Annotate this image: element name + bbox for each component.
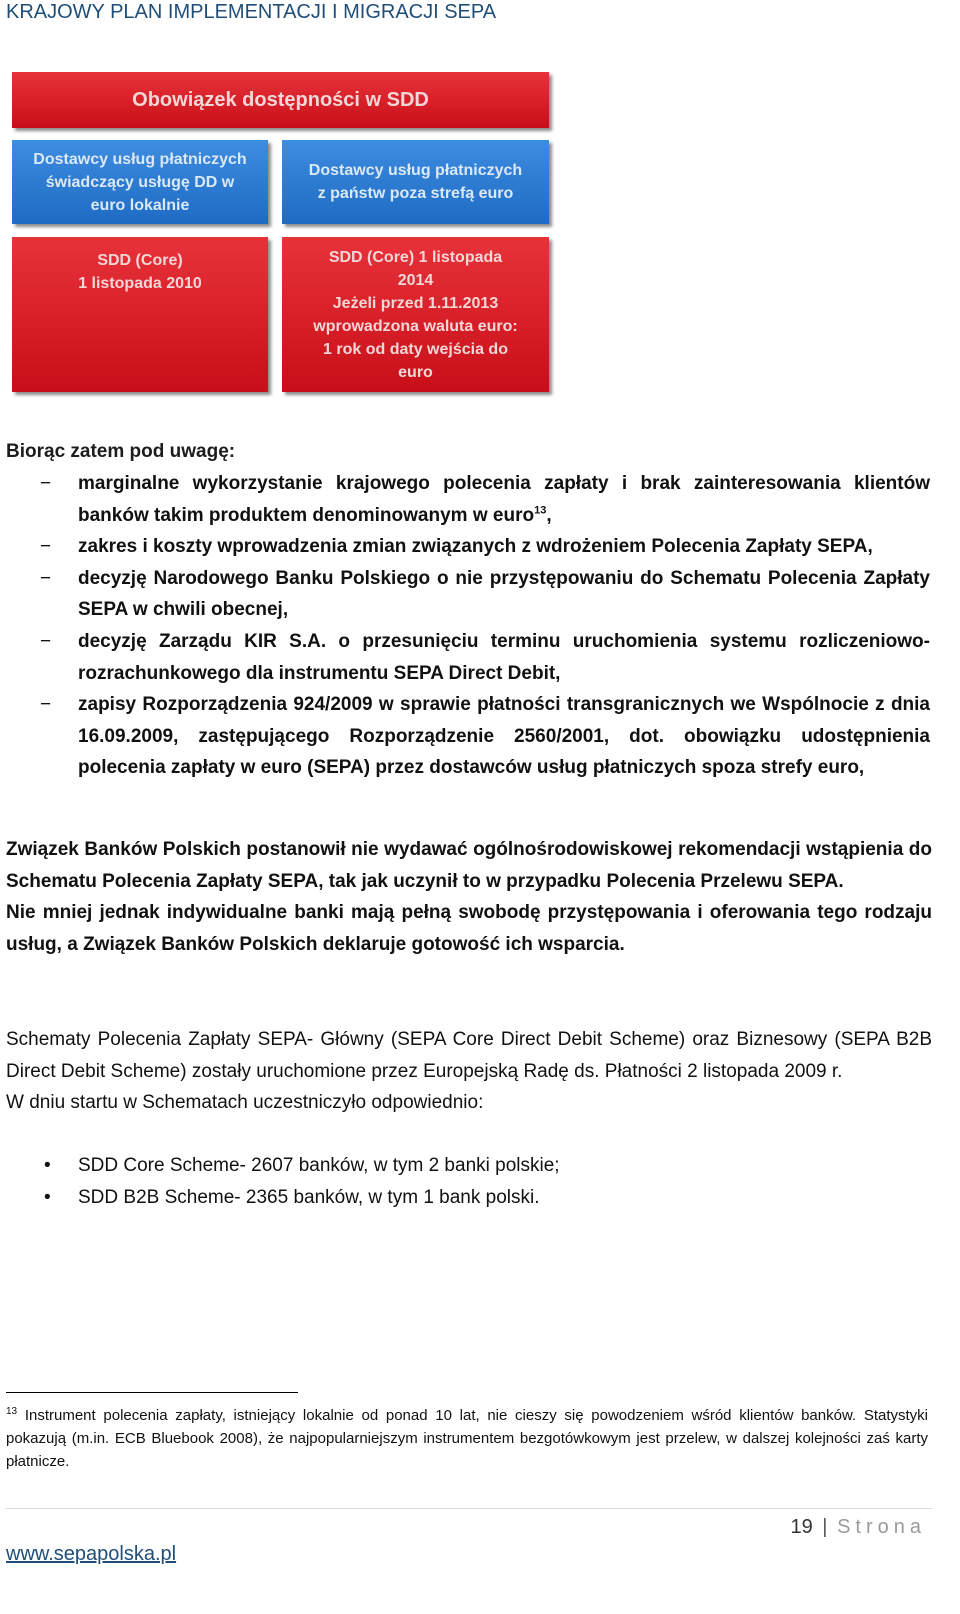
- diagram-text-line: wprowadzona waluta euro:: [313, 317, 518, 335]
- footnote-reference[interactable]: 13: [534, 504, 547, 517]
- diagram-text-line: z państw poza strefą euro: [317, 185, 514, 202]
- paragraph-text: Związek Banków Polskich postanowił nie wydawać ogólnośrodowiskowej rekomendacji wstąpienia do Schematu Polecenia Zapłaty SEPA, tak jak uczynił to w przypadku Polecenia Przelewu SEPA.: [6, 839, 932, 892]
- participants-list: [0, 1150, 940, 1214]
- page-number-separator: |: [822, 1516, 828, 1538]
- diagram-box-local-deadline: [12, 237, 268, 392]
- zbp-decision-paragraph: [6, 834, 932, 960]
- diagram-box-non-euro-providers: [282, 140, 549, 224]
- diagram-text-line: świadczący usługę DD w: [45, 173, 235, 191]
- dash-marker: −: [40, 473, 52, 494]
- diagram-text-line: 1 rok od daty wejścia do: [323, 340, 508, 358]
- intro-heading: Biorąc zatem pod uwagę:: [6, 441, 236, 462]
- footer-divider: [6, 1508, 932, 1509]
- list-item-text: zapisy Rozporządzenia 924/2009 w sprawie płatności transgranicznych we Wspólnocie z dnia 16.09.2009, zastępującego Rozporządzenie 2560/2001, dot. obowiązku udostępnienia polecenia zapłaty w euro (SEPA) przez dostawców usług płatniczych spoza strefy euro,: [78, 694, 930, 779]
- diagram-text-line: euro lokalnie: [90, 196, 190, 214]
- list-item-text: SDD Core Scheme- 2607 banków, w tym 2 banki polskie;: [78, 1155, 560, 1176]
- footnote-number: 13: [6, 1406, 18, 1417]
- footnote-separator: [6, 1392, 298, 1393]
- list-item-text: decyzję Zarządu KIR S.A. o przesunięciu terminu uruchomienia systemu rozliczeniowo-rozrachunkowego dla instrumentu SEPA Direct Debit,: [78, 630, 930, 684]
- diagram-text-line: euro: [398, 363, 433, 381]
- dash-marker: −: [40, 536, 52, 558]
- paragraph-text: W dniu startu w Schematach uczestniczyło odpowiednio:: [6, 1092, 484, 1114]
- list-item: [0, 563, 930, 626]
- diagram-title: Obowiązek dostępności w SDD: [132, 88, 429, 111]
- list-item: [0, 468, 930, 531]
- list-item-tail: ,: [546, 504, 552, 526]
- list-item-text: marginalne wykorzystanie krajowego polecenia zapłaty i brak zainteresowania klientów banków takim produktem denominowanym w euro: [78, 473, 930, 526]
- list-item: [0, 1150, 940, 1182]
- bullet-marker: •: [44, 1155, 51, 1176]
- list-item: [0, 689, 930, 784]
- dash-marker: −: [40, 630, 52, 652]
- considerations-list: [0, 468, 940, 784]
- list-item: [0, 1182, 940, 1214]
- diagram-text-line: SDD (Core) 1 listopada: [328, 248, 503, 266]
- diagram-text-line: 1 listopada 2010: [78, 275, 202, 292]
- list-item: [0, 626, 930, 689]
- website-link[interactable]: www.sepapolska.pl: [6, 1543, 177, 1565]
- dash-marker: −: [40, 567, 52, 589]
- diagram-title-box: [12, 72, 549, 128]
- diagram-text-line: Jeżeli przed 1.11.2013: [332, 294, 499, 312]
- bullet-marker: •: [44, 1187, 51, 1208]
- list-item: [0, 531, 930, 563]
- list-item-text: zakres i koszty wprowadzenia zmian związanych z wdrożeniem Polecenia Zapłaty SEPA,: [78, 536, 873, 558]
- dash-marker: −: [40, 694, 52, 716]
- paragraph-text: Schematy Polecenia Zapłaty SEPA- Główny (SEPA Core Direct Debit Scheme) oraz Biznesowy (SEPA B2B Direct Debit Scheme) zostały uruchomione przez Europejską Radę ds. Płatności 2 listopada 2009 r.: [6, 1029, 932, 1082]
- diagram-text-line: SDD (Core): [97, 252, 183, 269]
- diagram-text-line: Dostawcy usług płatniczych: [33, 150, 247, 168]
- page-number-value: 19: [790, 1516, 813, 1538]
- sdd-obligation-diagram: [12, 72, 552, 412]
- footnote: [6, 1404, 928, 1473]
- diagram-text-line: Dostawcy usług płatniczych: [308, 162, 523, 179]
- page-header-title: KRAJOWY PLAN IMPLEMENTACJI I MIGRACJI SEPA: [6, 1, 497, 23]
- page-number: [790, 1512, 926, 1542]
- list-item-text: decyzję Narodowego Banku Polskiego o nie przystępowaniu do Schematu Polecenia Zapłaty SEPA w chwili obecnej,: [78, 567, 930, 621]
- list-item-text: SDD B2B Scheme- 2365 banków, w tym 1 bank polski.: [78, 1187, 540, 1208]
- diagram-box-local-euro-providers: [12, 140, 268, 224]
- schemes-launch-paragraph: [6, 1024, 932, 1119]
- paragraph-text: Nie mniej jednak indywidualne banki mają pełną swobodę przystępowania i oferowania tego rodzaju usług, a Związek Banków Polskich deklaruje gotowość ich wsparcia.: [6, 902, 932, 955]
- page-number-label: Strona: [837, 1516, 926, 1538]
- diagram-text-line: 2014: [397, 271, 434, 289]
- diagram-box-non-euro-deadline: [282, 237, 549, 392]
- footnote-text: Instrument polecenia zapłaty, istniejący lokalnie od ponad 10 lat, nie cieszy się powodzeniem wśród klientów banków. Statystyki pokazują (m.in. ECB Bluebook 2008), że najpopularniejszym instrumentem bezgotówkowym jest przelew, w dalszej kolejności zaś karty płatnicze.: [6, 1407, 929, 1470]
